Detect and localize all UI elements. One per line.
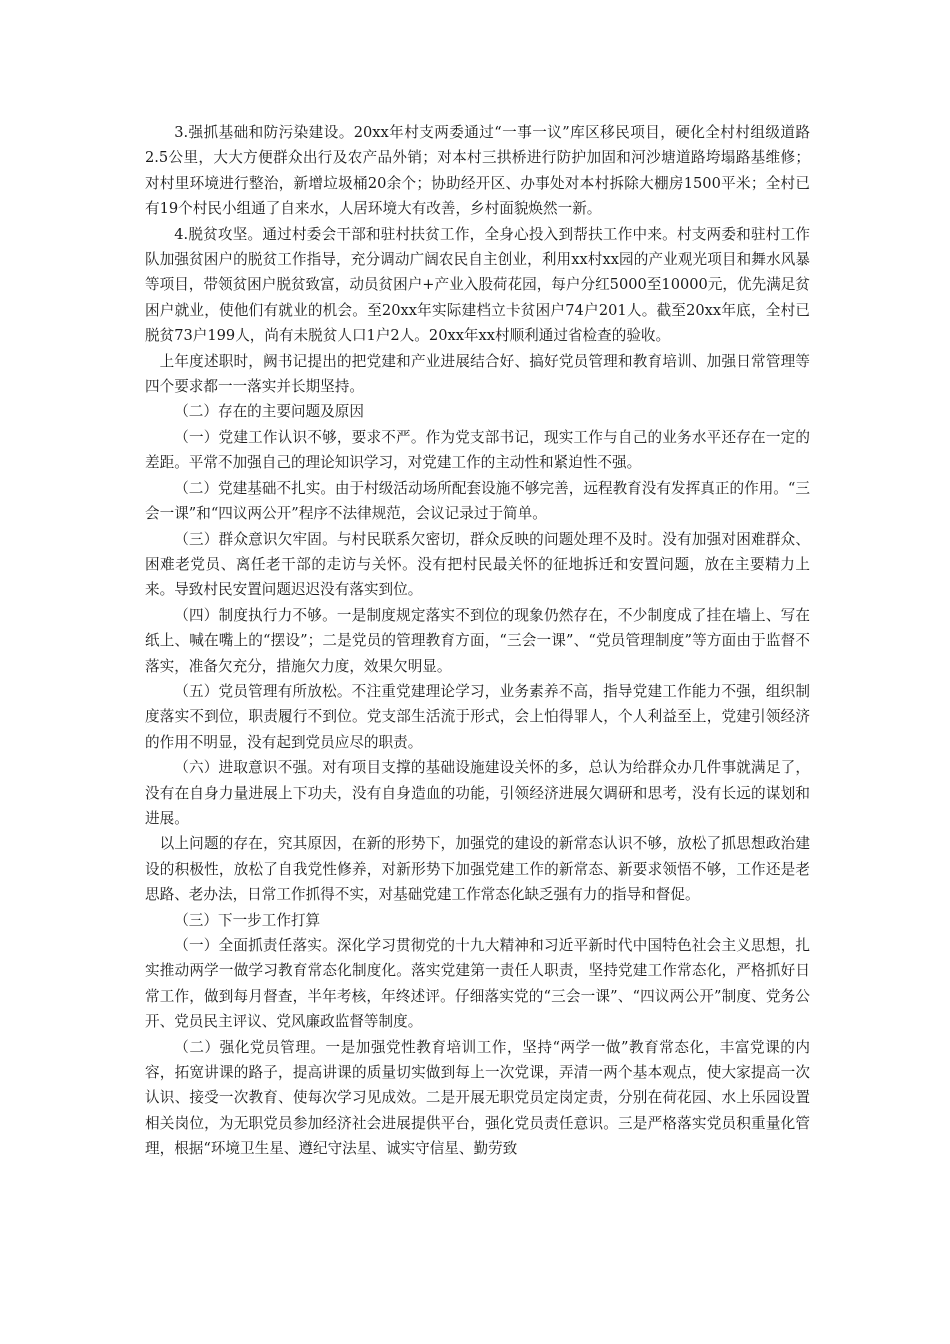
paragraph-plan-2: （二）强化党员管理。一是加强党性教育培训工作，坚持“两学一做”教育常态化，丰富党课的内容，拓宽讲课的路子，提高讲课的质量切实做到每上一次党课，弄清一两个基本观点，使大家提高一次认识、接受一次教育、使每次学习见成效。二是开展无职党员定岗定责，分别在荷花园、水上乐园设置相关岗位，为无职党员参加经济社会进展提供平台，强化党员责任意识。三是严格落实党员积重量化管理，根据“环境卫生星、遵纪守法星、诚实守信星、勤劳致 — [145, 1038, 810, 1158]
paragraph-problem-4: （四）制度执行力不够。一是制度规定落实不到位的现象仍然存在，不少制度成了挂在墙上、写在纸上、喊在嘴上的“摆设”；二是党员的管理教育方面，“三会一课”、“党员管理制度”等方面由于监督不落实，准备欠充分，措施欠力度，效果欠明显。 — [145, 606, 810, 675]
section-heading-problems: （二）存在的主要问题及原因 — [174, 403, 364, 421]
paragraph-problem-3: （三）群众意识欠牢固。与村民联系欠密切，群众反映的问题处理不及时。没有加强对困难群众、困难老党员、离任老干部的走访与关怀。没有把村民最关怀的征地拆迁和安置问题，放在主要精力上来。导致村民安置问题迟迟没有落实到位。 — [145, 530, 810, 599]
paragraph-last-year-review: 上年度述职时，阙书记提出的把党建和产业进展结合好、搞好党员管理和教育培训、加强日常管理等四个要求都一一落实并长期坚持。 — [145, 352, 810, 396]
paragraph-problem-2: （二）党建基础不扎实。由于村级活动场所配套设施不够完善，远程教育没有发挥真正的作用。“三会一课”和“四议两公开”程序不法律规范，会议记录过于简单。 — [145, 479, 810, 523]
paragraph-plan-1: （一）全面抓责任落实。深化学习贯彻党的十九大精神和习近平新时代中国特色社会主义思想，扎实推动两学一做学习教育常态化制度化。落实党建第一责任人职责，坚持党建工作常态化，严格抓好日常工作，做到每月督查，半年考核，年终述评。仔细落实党的“三会一课”、“四议两公开”制度、党务公开、党员民主评议、党风廉政监督等制度。 — [145, 937, 810, 1031]
document-page — [145, 120, 810, 1162]
paragraph-problem-5: （五）党员管理有所放松。不注重党建理论学习，业务素养不高，指导党建工作能力不强，组织制度落实不到位，职责履行不到位。党支部生活流于形式，会上怕得罪人，个人利益至上，党建引领经济的作用不明显，没有起到党员应尽的职责。 — [145, 682, 810, 751]
paragraph-poverty-alleviation: 4.脱贫攻坚。通过村委会干部和驻村扶贫工作，全身心投入到帮扶工作中来。村支两委和驻村工作队加强贫困户的脱贫工作指导，充分调动广阔农民自主创业，利用xx村xx园的产业观光项目和舞水风暴等项目，带领贫困户脱贫致富，动员贫困户+产业入股荷花园，每户分红5000至10000元，优先满足贫困户就业，使他们有就业的机会。至20xx年实际建档立卡贫困户74户201人。截至20xx年底，全村已脱贫73户199人，尚有未脱贫人口1户2人。20xx年xx村顺利通过省检查的验收。 — [145, 225, 810, 345]
paragraph-infrastructure: 3.强抓基础和防污染建设。20xx年村支两委通过“一事一议”库区移民项目，硬化全村村组级道路2.5公里，大大方便群众出行及农产品外销；对本村三拱桥进行防护加固和河沙塘道路垮塌路基维修；对村里环境进行整治，新增垃圾桶20余个；协助经开区、办事处对本村拆除大棚房1500平米；全村已有19个村民小组通了自来水，人居环境大有改善，乡村面貌焕然一新。 — [145, 124, 810, 218]
paragraph-cause-analysis: 以上问题的存在，究其原因，在新的形势下，加强党的建设的新常态认识不够，放松了抓思想政治建设的积极性，放松了自我党性修养，对新形势下加强党建工作的新常态、新要求领悟不够，工作还是老思路、老办法，日常工作抓得不实，对基础党建工作常态化缺乏强有力的指导和督促。 — [145, 835, 810, 904]
paragraph-problem-6: （六）进取意识不强。对有项目支撑的基础设施建设关怀的多，总认为给群众办几件事就满足了，没有在自身力量进展上下功夫，没有自身造血的功能，引领经济进展欠调研和思考，没有长远的谋划和进展。 — [145, 759, 810, 827]
section-heading-next-steps: （三）下一步工作打算 — [174, 911, 321, 929]
paragraph-problem-1: （一）党建工作认识不够，要求不严。作为党支部书记，现实工作与自己的业务水平还存在一定的差距。平常不加强自己的理论知识学习，对党建工作的主动性和紧迫性不强。 — [145, 428, 810, 472]
